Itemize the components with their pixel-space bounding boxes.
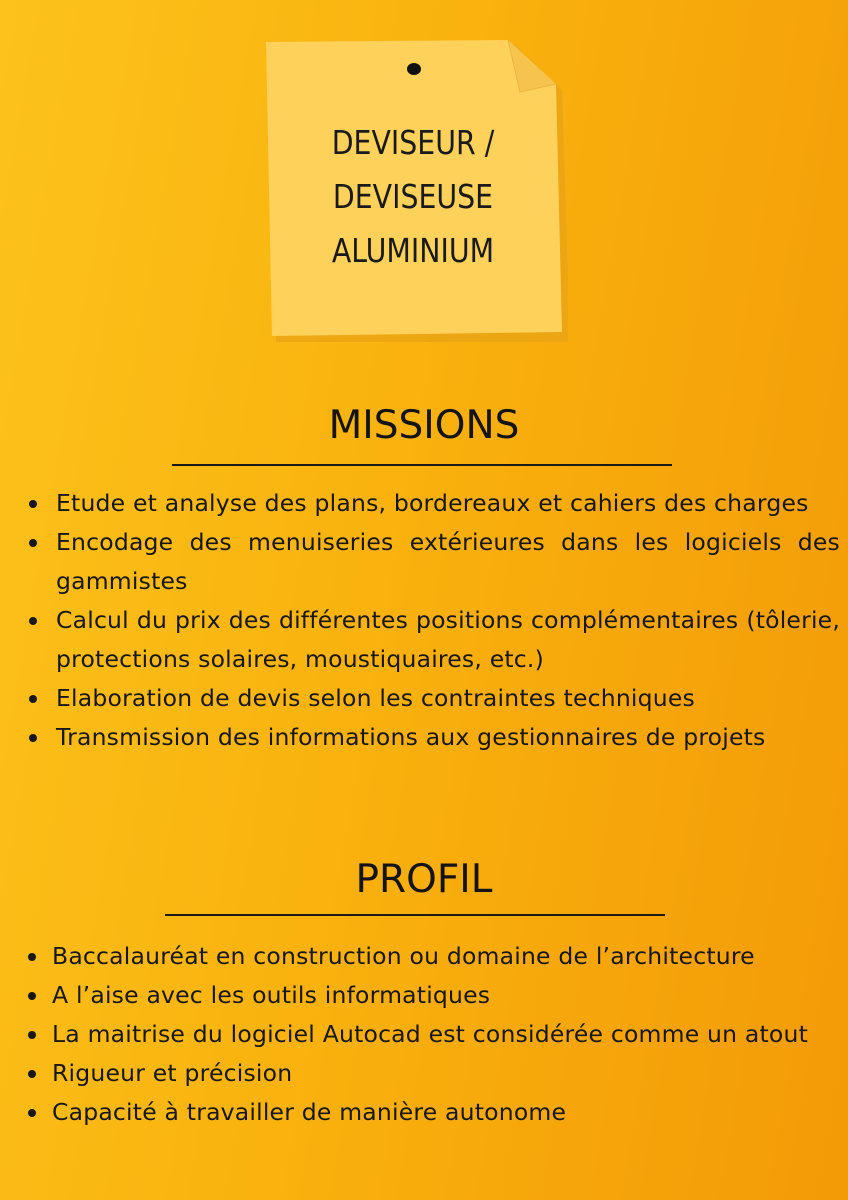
profil-divider (165, 914, 665, 916)
sticky-note (262, 40, 568, 342)
bullet-icon (29, 539, 37, 547)
bullet-icon (29, 617, 37, 625)
missions-list (56, 484, 840, 757)
list-item: Etude et analyse des plans, bordereaux et cahiers des charges (56, 484, 840, 523)
bullet-icon (28, 1070, 36, 1078)
missions-divider (172, 464, 672, 466)
list-item: Baccalauréat en construction ou domaine de l’architecture (52, 937, 842, 976)
profil-list (52, 937, 842, 1132)
bullet-icon (29, 500, 37, 508)
bullet-icon (29, 734, 37, 742)
job-title: DEVISEUR / DEVISEUSE ALUMINIUM (331, 123, 495, 270)
list-item: Capacité à travailler de manière autonome (52, 1093, 842, 1132)
list-item: Transmission des informations aux gestionnaires de projets (56, 718, 840, 757)
list-item: Encodage des menuiseries extérieures dans les logiciels des gammistes (56, 523, 840, 601)
list-item: Elaboration de devis selon les contraintes techniques (56, 679, 840, 718)
bullet-icon (28, 1031, 36, 1039)
missions-heading: MISSIONS (328, 403, 520, 448)
bullet-icon (29, 695, 37, 703)
bullet-icon (28, 953, 36, 961)
bullet-icon (28, 992, 36, 1000)
list-item: Calcul du prix des différentes positions complémentaires (tôlerie, protections solaires, moustiquaires, etc.) (56, 601, 840, 679)
list-item: Rigueur et précision (52, 1054, 842, 1093)
pin-icon (407, 63, 421, 75)
list-item: A l’aise avec les outils informatiques (52, 976, 842, 1015)
list-item: La maitrise du logiciel Autocad est considérée comme un atout (52, 1015, 842, 1054)
profil-heading: PROFIL (355, 857, 493, 902)
bullet-icon (28, 1109, 36, 1117)
